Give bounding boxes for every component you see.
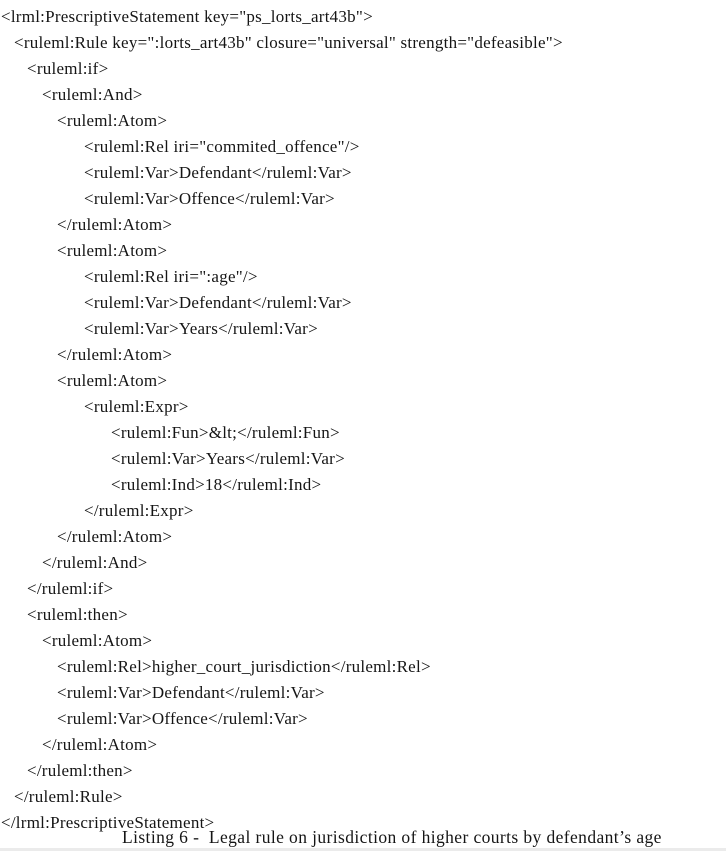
code-line: <ruleml:And>	[42, 85, 143, 104]
code-line: <ruleml:Var>Defendant</ruleml:Var>	[57, 683, 325, 702]
code-line: <ruleml:Var>Years</ruleml:Var>	[111, 449, 345, 468]
code-line: </lrml:PrescriptiveStatement>	[1, 813, 215, 832]
code-line: </ruleml:if>	[27, 579, 114, 598]
code-line: </ruleml:Rule>	[14, 787, 123, 806]
code-line: <ruleml:Atom>	[57, 241, 168, 260]
code-line: <ruleml:Var>Offence</ruleml:Var>	[57, 709, 308, 728]
code-line: </ruleml:then>	[27, 761, 133, 780]
code-line: </ruleml:Atom>	[57, 527, 173, 546]
code-line: <ruleml:Var>Offence</ruleml:Var>	[84, 189, 335, 208]
listing-caption: Listing 6 - Legal rule on jurisdiction of higher courts by defendant’s age	[122, 827, 662, 847]
code-line: <ruleml:Atom>	[57, 111, 168, 130]
xml-listing	[0, 4, 726, 836]
code-line: <ruleml:Atom>	[57, 371, 168, 390]
code-line: <ruleml:Expr>	[84, 397, 189, 416]
code-line: <ruleml:if>	[27, 59, 109, 78]
code-line: <ruleml:Rule key=":lorts_art43b" closure="universal" strength="defeasible">	[14, 33, 563, 52]
code-line: <ruleml:Atom>	[42, 631, 153, 650]
code-line: </ruleml:Expr>	[84, 501, 194, 520]
code-line: <ruleml:Var>Years</ruleml:Var>	[84, 319, 318, 338]
code-line: <ruleml:Rel>higher_court_jurisdiction</ruleml:Rel>	[57, 657, 431, 676]
code-line: </ruleml:Atom>	[57, 345, 173, 364]
code-line: </ruleml:Atom>	[42, 735, 158, 754]
code-line: </ruleml:Atom>	[57, 215, 173, 234]
code-line: <ruleml:Fun>&lt;</ruleml:Fun>	[111, 423, 340, 442]
code-line: <ruleml:then>	[27, 605, 128, 624]
code-line: <ruleml:Ind>18</ruleml:Ind>	[111, 475, 322, 494]
code-line: <ruleml:Rel iri="commited_offence"/>	[84, 137, 360, 156]
code-line: <ruleml:Var>Defendant</ruleml:Var>	[84, 163, 352, 182]
code-line: </ruleml:And>	[42, 553, 148, 572]
code-line: <ruleml:Var>Defendant</ruleml:Var>	[84, 293, 352, 312]
code-line: <ruleml:Rel iri=":age"/>	[84, 267, 258, 286]
code-line: <lrml:PrescriptiveStatement key="ps_lorts_art43b">	[1, 7, 373, 26]
